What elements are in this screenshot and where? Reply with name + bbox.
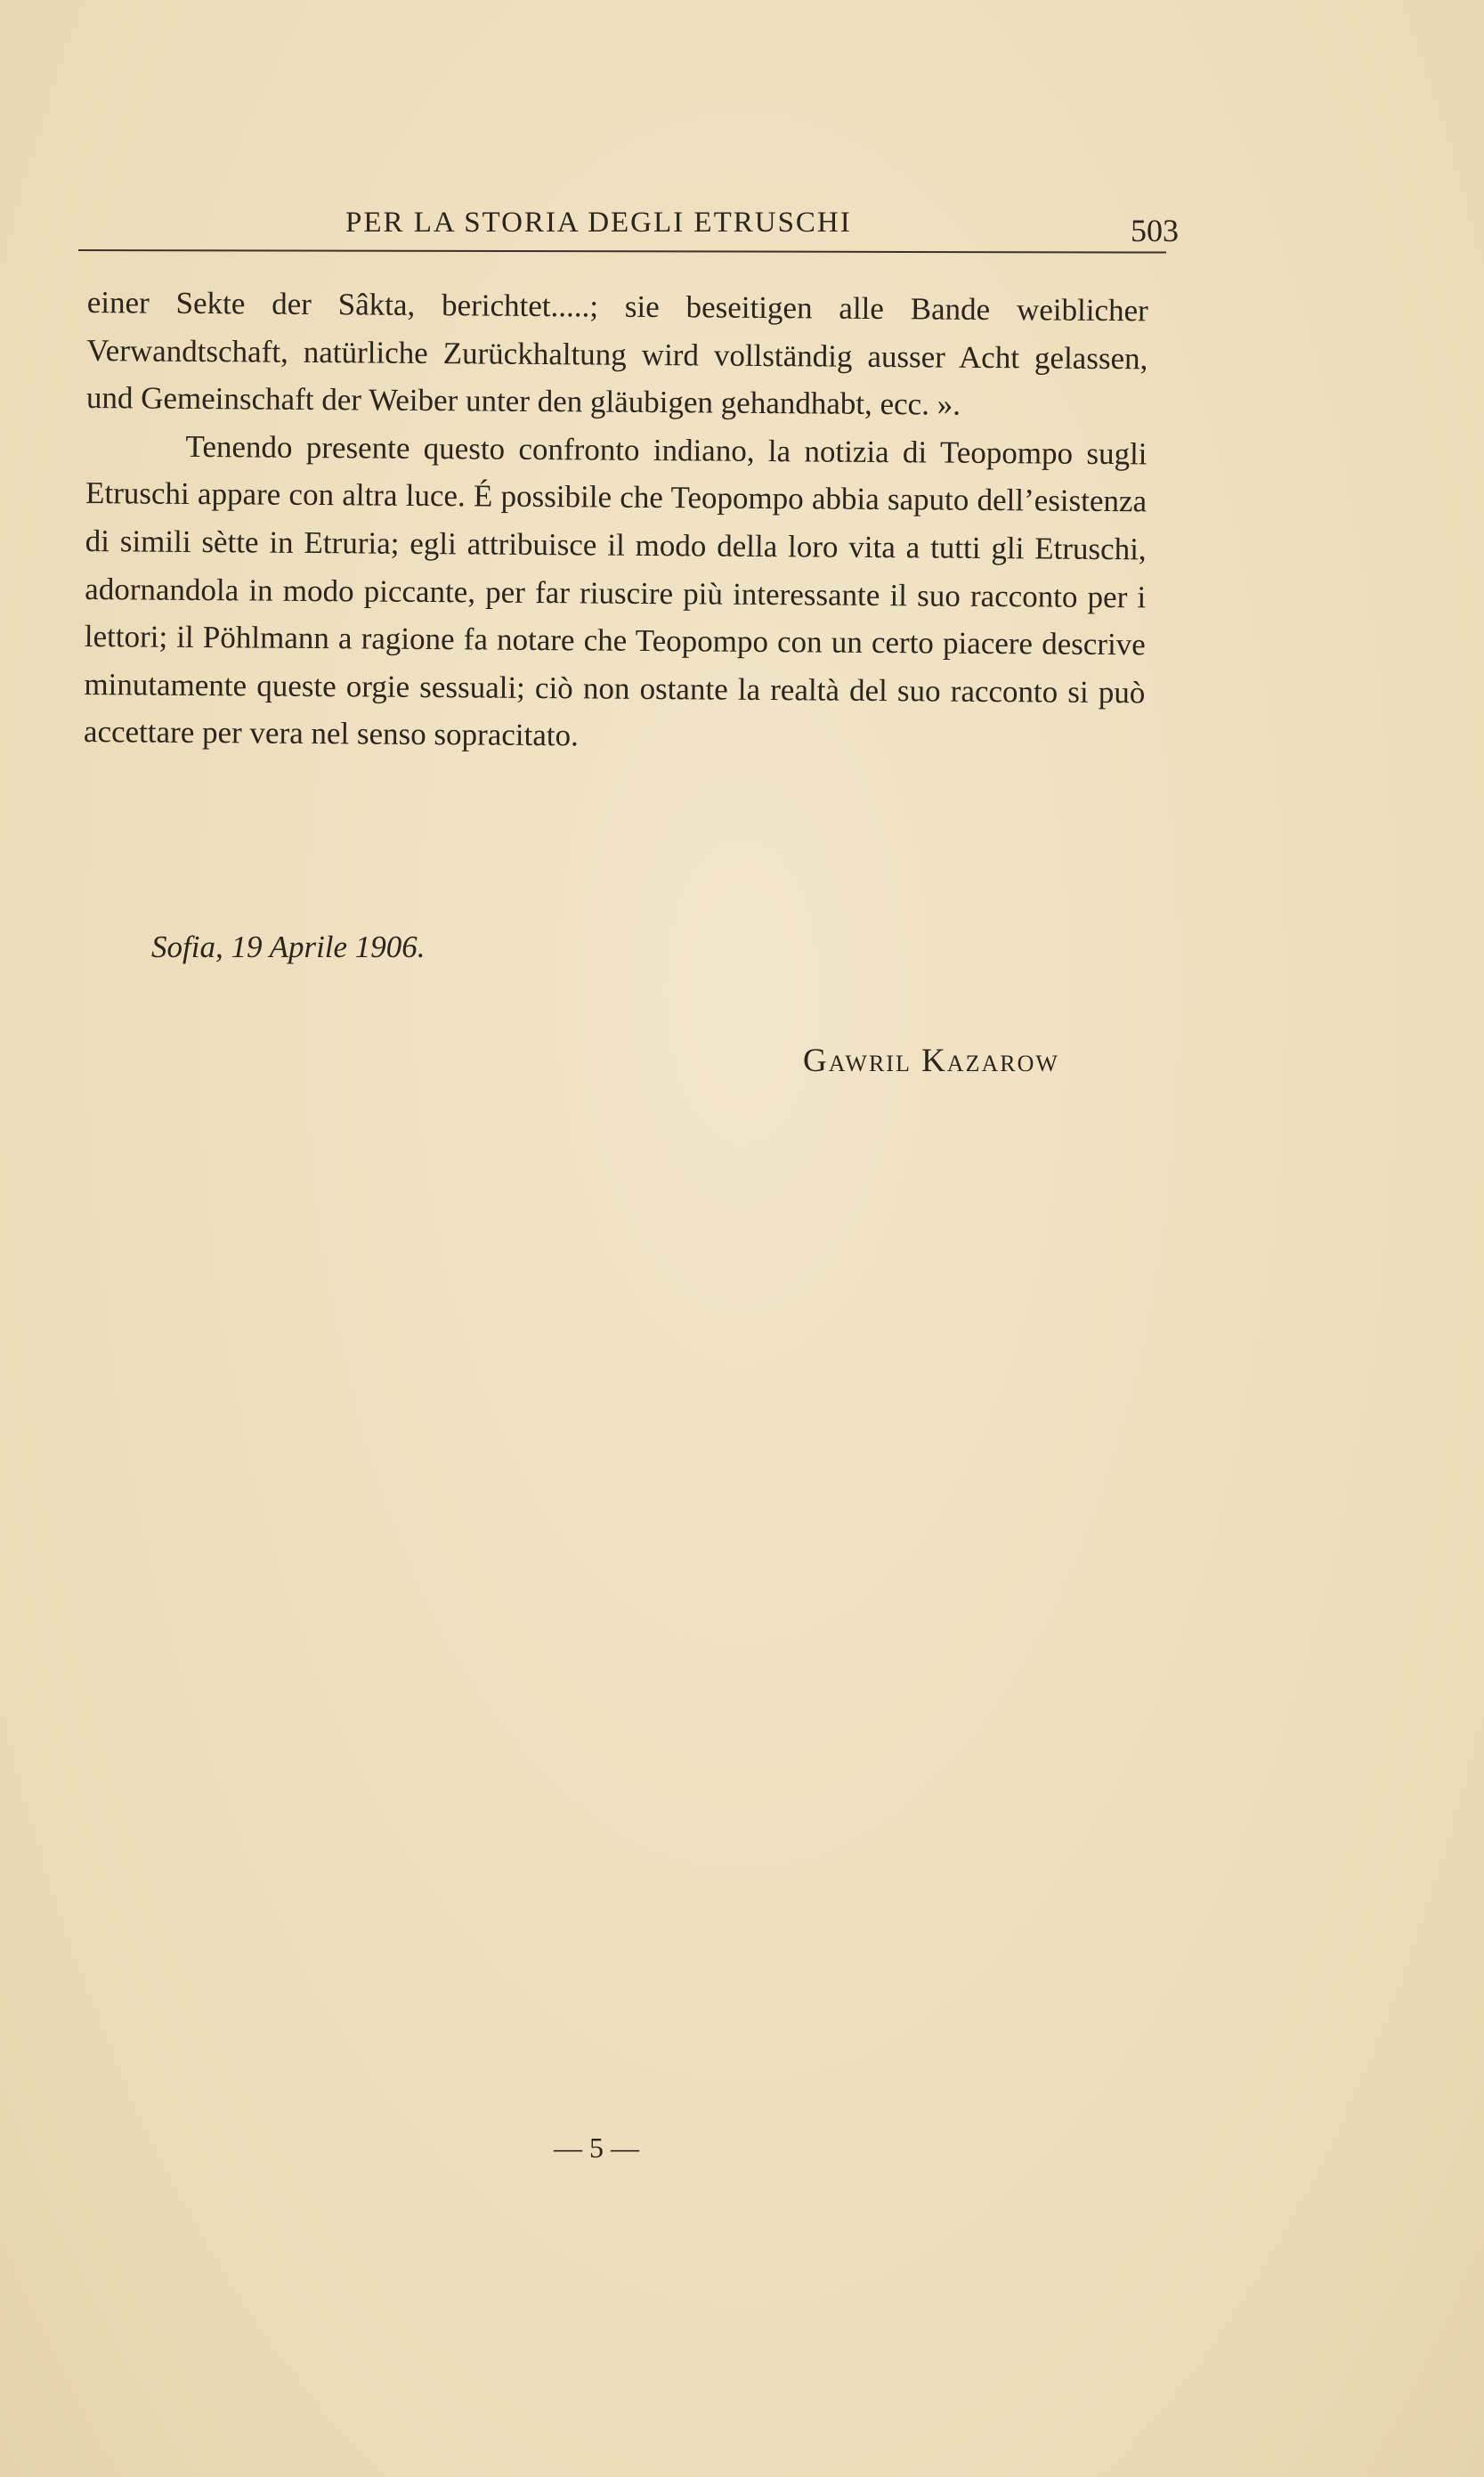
dateline: Sofia, 19 Aprile 1906.: [151, 930, 426, 964]
paragraph-quotation-end: einer Sekte der Sâkta, berichtet.....; sie beseitigen alle Bande weiblicher Verwandtschaft, natürliche Zurückhaltung wird vollständig ausser Acht gelassen, und Gemeinschaft der Weiber unter den gläubigen gehandhabt, ecc. ».: [85, 284, 1148, 422]
paragraph-teopompo: Tenendo presente questo confronto indiano, la notizia di Teopompo sugli Etruschi appare con altra luce. É possibile che Teopompo abbia saputo dell’esistenza di simili sètte in Etruria; egli attribuisce il modo della loro vita a tutti gli Etruschi, adornandola in modo piccante, per far riuscire più interessante il suo racconto per i lettori; il Pöhlmann a ragione fa notare che Teopompo con un certo piacere descrive minutamente queste orgie sessuali; ciò non ostante la realtà del suo racconto si può accettare per vera nel senso sopracitato.: [83, 428, 1147, 753]
header-rule: [78, 249, 1166, 254]
footer-folio: — 5 —: [554, 2132, 639, 2164]
page-number: 503: [1131, 213, 1179, 248]
author-signature: Gawril Kazarow: [803, 1043, 1059, 1079]
body-text: [84, 279, 1148, 764]
running-title: PER LA STORIA DEGLI ETRUSCHI: [345, 207, 852, 239]
page-header: [78, 199, 1179, 262]
